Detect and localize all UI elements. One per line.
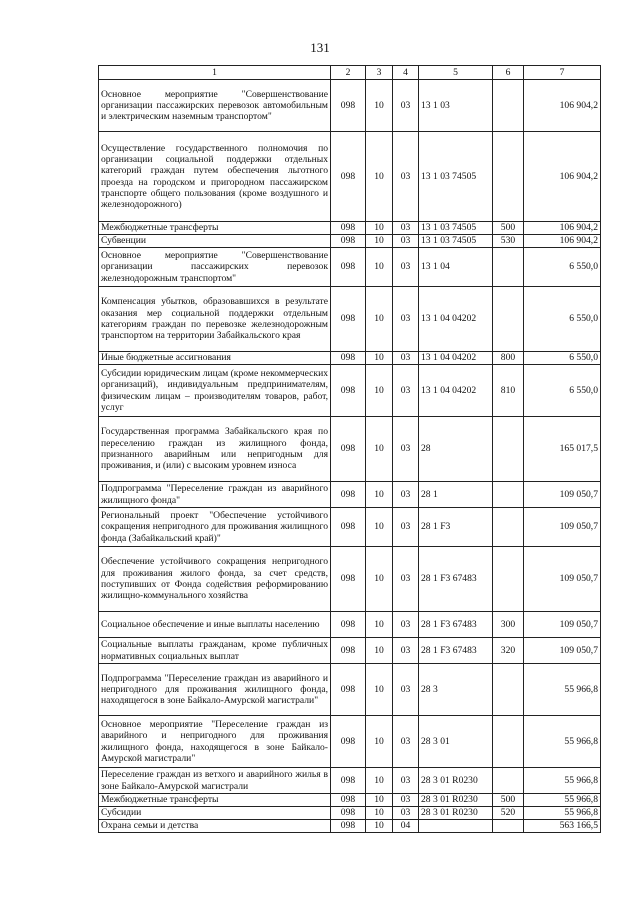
expense-type-cell: 530 xyxy=(493,235,524,248)
table-row xyxy=(99,768,601,794)
section-code-cell: 098 xyxy=(331,612,366,638)
target-article-cell: 28 1 F3 67483 xyxy=(419,612,493,638)
amount-cell: 109 050,7 xyxy=(524,482,601,508)
table-row xyxy=(99,508,601,547)
expense-type-cell xyxy=(493,80,524,132)
target-article-cell: 13 1 03 74505 xyxy=(419,235,493,248)
row-name-cell: Подпрограмма "Переселение граждан из аварийного и непригодного для проживания жилищного фонда, находящегося в зоне Байкало-Амурской магистрали" xyxy=(99,664,331,716)
sub-subsection-code-cell: 03 xyxy=(393,612,419,638)
table-row xyxy=(99,287,601,352)
section-code-cell: 098 xyxy=(331,248,366,287)
table-row xyxy=(99,132,601,222)
table-body xyxy=(99,80,601,833)
row-name-cell: Межбюджетные трансферты xyxy=(99,222,331,235)
expense-type-cell: 500 xyxy=(493,794,524,807)
subsection-code-cell: 10 xyxy=(366,222,393,235)
table-row xyxy=(99,638,601,664)
sub-subsection-code-cell: 03 xyxy=(393,638,419,664)
subsection-code-cell: 10 xyxy=(366,508,393,547)
target-article-cell: 28 3 xyxy=(419,664,493,716)
amount-cell: 6 550,0 xyxy=(524,352,601,365)
subsection-code-cell: 10 xyxy=(366,807,393,820)
section-code-cell: 098 xyxy=(331,820,366,833)
table-row xyxy=(99,794,601,807)
target-article-cell: 13 1 04 xyxy=(419,248,493,287)
column-header: 3 xyxy=(366,66,393,80)
row-name-cell: Социальные выплаты гражданам, кроме публичных нормативных социальных выплат xyxy=(99,638,331,664)
section-code-cell: 098 xyxy=(331,508,366,547)
section-code-cell: 098 xyxy=(331,365,366,417)
amount-cell: 109 050,7 xyxy=(524,638,601,664)
sub-subsection-code-cell: 03 xyxy=(393,287,419,352)
section-code-cell: 098 xyxy=(331,768,366,794)
subsection-code-cell: 10 xyxy=(366,352,393,365)
sub-subsection-code-cell: 03 xyxy=(393,417,419,482)
subsection-code-cell: 10 xyxy=(366,248,393,287)
row-name-cell: Основное мероприятие "Переселение граждан из аварийного и непригодного для проживания жилищного фонда, находящегося в зоне Байкало-Амурской магистрали" xyxy=(99,716,331,768)
sub-subsection-code-cell: 03 xyxy=(393,664,419,716)
subsection-code-cell: 10 xyxy=(366,820,393,833)
table-row xyxy=(99,664,601,716)
target-article-cell: 13 1 04 04202 xyxy=(419,352,493,365)
amount-cell: 109 050,7 xyxy=(524,508,601,547)
page-number: 131 xyxy=(310,40,330,55)
amount-cell: 55 966,8 xyxy=(524,807,601,820)
sub-subsection-code-cell: 03 xyxy=(393,716,419,768)
amount-cell: 109 050,7 xyxy=(524,547,601,612)
target-article-cell: 13 1 04 04202 xyxy=(419,365,493,417)
subsection-code-cell: 10 xyxy=(366,768,393,794)
row-name-cell: Охрана семьи и детства xyxy=(99,820,331,833)
amount-cell: 106 904,2 xyxy=(524,80,601,132)
subsection-code-cell: 10 xyxy=(366,664,393,716)
expense-type-cell: 300 xyxy=(493,612,524,638)
expense-type-cell: 800 xyxy=(493,352,524,365)
row-name-cell: Субсидии юридическим лицам (кроме некоммерческих организаций), индивидуальным предпринимателям, физическим лицам – производителям товаров, работ, услуг xyxy=(99,365,331,417)
section-code-cell: 098 xyxy=(331,132,366,222)
row-name-cell: Компенсация убытков, образовавшихся в результате оказания мер социальной поддержки отдельным категориям граждан по перевозке железнодорожным транспортом на территории Забайкальского края xyxy=(99,287,331,352)
table-row xyxy=(99,417,601,482)
amount-cell: 106 904,2 xyxy=(524,222,601,235)
target-article-cell: 28 3 01 xyxy=(419,716,493,768)
row-name-cell: Субсидии xyxy=(99,807,331,820)
row-name-cell: Государственная программа Забайкальского края по переселению граждан из жилищного фонда, признанного аварийным или непригодным для проживания, и (или) с высоким уровнем износа xyxy=(99,417,331,482)
section-code-cell: 098 xyxy=(331,287,366,352)
section-code-cell: 098 xyxy=(331,80,366,132)
subsection-code-cell: 10 xyxy=(366,417,393,482)
table-row xyxy=(99,612,601,638)
row-name-cell: Основное мероприятие "Совершенствование организации пассажирских перевозок железнодорожным транспортом" xyxy=(99,248,331,287)
subsection-code-cell: 10 xyxy=(366,132,393,222)
section-code-cell: 098 xyxy=(331,417,366,482)
section-code-cell: 098 xyxy=(331,716,366,768)
target-article-cell: 28 3 01 R0230 xyxy=(419,768,493,794)
table-row xyxy=(99,807,601,820)
sub-subsection-code-cell: 03 xyxy=(393,547,419,612)
expense-type-cell xyxy=(493,664,524,716)
row-name-cell: Обеспечение устойчивого сокращения непригодного для проживания жилого фонда, за счет средств, поступивших от Фонда содействия реформированию жилищно-коммунального хозяйства xyxy=(99,547,331,612)
expense-type-cell xyxy=(493,716,524,768)
target-article-cell: 13 1 03 xyxy=(419,80,493,132)
amount-cell: 6 550,0 xyxy=(524,287,601,352)
row-name-cell: Межбюджетные трансферты xyxy=(99,794,331,807)
header-row xyxy=(99,66,601,80)
sub-subsection-code-cell: 03 xyxy=(393,222,419,235)
table-row xyxy=(99,547,601,612)
section-code-cell: 098 xyxy=(331,235,366,248)
amount-cell: 165 017,5 xyxy=(524,417,601,482)
sub-subsection-code-cell: 03 xyxy=(393,807,419,820)
target-article-cell: 28 1 F3 67483 xyxy=(419,638,493,664)
table-row xyxy=(99,352,601,365)
table-row xyxy=(99,482,601,508)
amount-cell: 109 050,7 xyxy=(524,612,601,638)
section-code-cell: 098 xyxy=(331,638,366,664)
target-article-cell: 13 1 04 04202 xyxy=(419,287,493,352)
sub-subsection-code-cell: 03 xyxy=(393,365,419,417)
sub-subsection-code-cell: 03 xyxy=(393,235,419,248)
target-article-cell xyxy=(419,820,493,833)
row-name-cell: Иные бюджетные ассигнования xyxy=(99,352,331,365)
row-name-cell: Региональный проект "Обеспечение устойчивого сокращения непригодного для проживания жилищного фонда (Забайкальский край)" xyxy=(99,508,331,547)
subsection-code-cell: 10 xyxy=(366,287,393,352)
amount-cell: 6 550,0 xyxy=(524,248,601,287)
section-code-cell: 098 xyxy=(331,794,366,807)
amount-cell: 563 166,5 xyxy=(524,820,601,833)
sub-subsection-code-cell: 03 xyxy=(393,132,419,222)
amount-cell: 55 966,8 xyxy=(524,716,601,768)
row-name-cell: Подпрограмма "Переселение граждан из аварийного жилищного фонда" xyxy=(99,482,331,508)
budget-table xyxy=(98,65,601,833)
amount-cell: 106 904,2 xyxy=(524,132,601,222)
amount-cell: 55 966,8 xyxy=(524,794,601,807)
section-code-cell: 098 xyxy=(331,547,366,612)
sub-subsection-code-cell: 03 xyxy=(393,482,419,508)
column-header: 5 xyxy=(419,66,493,80)
target-article-cell: 28 xyxy=(419,417,493,482)
expense-type-cell: 500 xyxy=(493,222,524,235)
subsection-code-cell: 10 xyxy=(366,482,393,508)
sub-subsection-code-cell: 03 xyxy=(393,248,419,287)
sub-subsection-code-cell: 03 xyxy=(393,80,419,132)
expense-type-cell xyxy=(493,547,524,612)
target-article-cell: 13 1 03 74505 xyxy=(419,132,493,222)
section-code-cell: 098 xyxy=(331,482,366,508)
column-header: 6 xyxy=(493,66,524,80)
row-name-cell: Осуществление государственного полномочия по организации социальной поддержки отдельных категорий граждан путем обеспечения льготного проезда на городском и пригородном пассажирском транспорте общего пользования (кроме воздушного и железнодорожного) xyxy=(99,132,331,222)
target-article-cell: 28 3 01 R0230 xyxy=(419,807,493,820)
table-row xyxy=(99,820,601,833)
table-row xyxy=(99,365,601,417)
section-code-cell: 098 xyxy=(331,222,366,235)
table-row xyxy=(99,222,601,235)
amount-cell: 106 904,2 xyxy=(524,235,601,248)
expense-type-cell: 320 xyxy=(493,638,524,664)
table-row xyxy=(99,248,601,287)
expense-type-cell xyxy=(493,820,524,833)
subsection-code-cell: 10 xyxy=(366,547,393,612)
subsection-code-cell: 10 xyxy=(366,235,393,248)
column-header: 7 xyxy=(524,66,601,80)
section-code-cell: 098 xyxy=(331,807,366,820)
amount-cell: 55 966,8 xyxy=(524,768,601,794)
expense-type-cell xyxy=(493,287,524,352)
subsection-code-cell: 10 xyxy=(366,716,393,768)
expense-type-cell xyxy=(493,508,524,547)
sub-subsection-code-cell: 03 xyxy=(393,794,419,807)
column-header: 4 xyxy=(393,66,419,80)
expense-type-cell xyxy=(493,482,524,508)
target-article-cell: 28 3 01 R0230 xyxy=(419,794,493,807)
subsection-code-cell: 10 xyxy=(366,365,393,417)
section-code-cell: 098 xyxy=(331,664,366,716)
subsection-code-cell: 10 xyxy=(366,638,393,664)
column-header: 2 xyxy=(331,66,366,80)
row-name-cell: Основное мероприятие "Совершенствование организации пассажирских перевозок автомобильным и электрическим наземным транспортом" xyxy=(99,80,331,132)
sub-subsection-code-cell: 03 xyxy=(393,508,419,547)
target-article-cell: 28 1 xyxy=(419,482,493,508)
sub-subsection-code-cell: 03 xyxy=(393,352,419,365)
expense-type-cell xyxy=(493,132,524,222)
target-article-cell: 28 1 F3 67483 xyxy=(419,547,493,612)
subsection-code-cell: 10 xyxy=(366,612,393,638)
amount-cell: 55 966,8 xyxy=(524,664,601,716)
sub-subsection-code-cell: 03 xyxy=(393,768,419,794)
target-article-cell: 13 1 03 74505 xyxy=(419,222,493,235)
table-row xyxy=(99,80,601,132)
subsection-code-cell: 10 xyxy=(366,80,393,132)
row-name-cell: Переселение граждан из ветхого и аварийного жилья в зоне Байкало-Амурской магистрали xyxy=(99,768,331,794)
table-row xyxy=(99,716,601,768)
table-row xyxy=(99,235,601,248)
column-header: 1 xyxy=(99,66,331,80)
subsection-code-cell: 10 xyxy=(366,794,393,807)
expense-type-cell xyxy=(493,768,524,794)
row-name-cell: Субвенции xyxy=(99,235,331,248)
expense-type-cell xyxy=(493,417,524,482)
sub-subsection-code-cell: 04 xyxy=(393,820,419,833)
target-article-cell: 28 1 F3 xyxy=(419,508,493,547)
expense-type-cell xyxy=(493,248,524,287)
section-code-cell: 098 xyxy=(331,352,366,365)
expense-type-cell: 810 xyxy=(493,365,524,417)
row-name-cell: Социальное обеспечение и иные выплаты населению xyxy=(99,612,331,638)
amount-cell: 6 550,0 xyxy=(524,365,601,417)
expense-type-cell: 520 xyxy=(493,807,524,820)
